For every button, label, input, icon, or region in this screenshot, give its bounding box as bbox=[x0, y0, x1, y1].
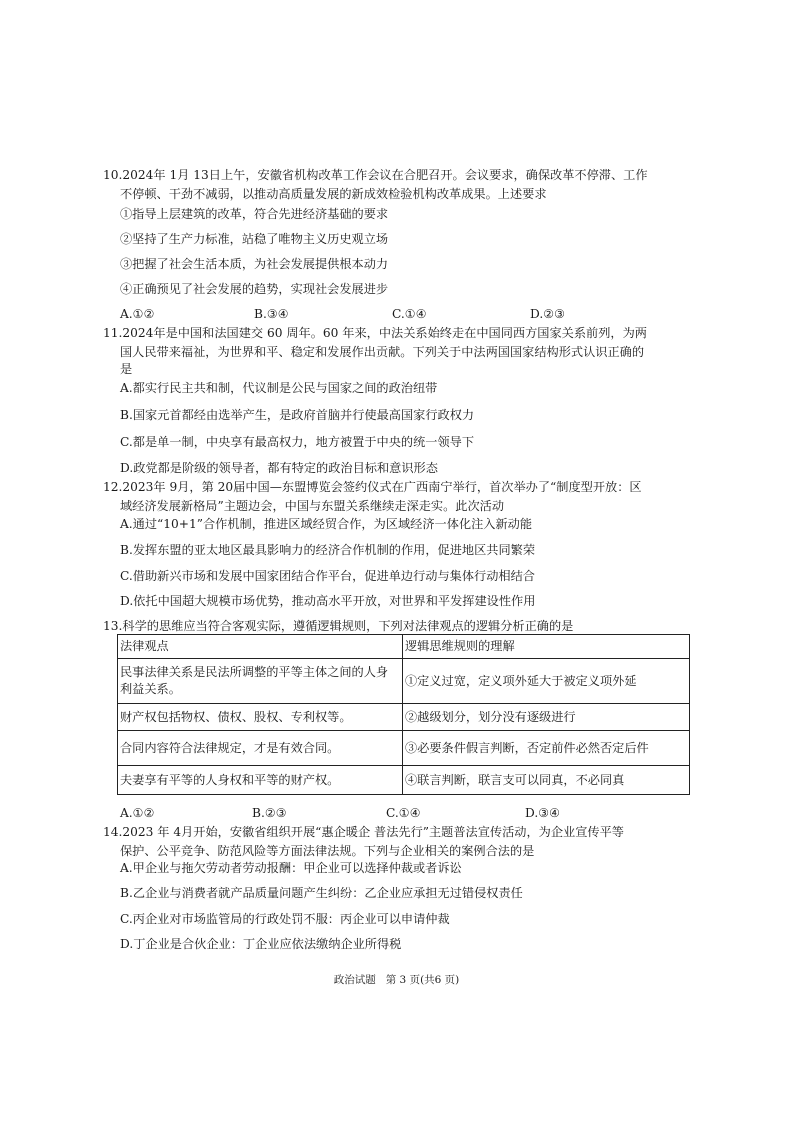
q11-stem-line-3: 是 bbox=[120, 362, 133, 376]
q10-item-1: ①指导上层建筑的改革，符合先进经济基础的要求 bbox=[120, 207, 389, 221]
table-cell: ②越级划分，划分没有逐级进行 bbox=[403, 704, 690, 731]
q10-item-4: ④正确预见了社会发展的趋势，实现社会发展进步 bbox=[120, 282, 389, 296]
table-cell: 合同内容符合法律规定，才是有效合同。 bbox=[118, 731, 403, 766]
logic-analysis-table bbox=[117, 634, 690, 795]
q11-option-c: C.都是单一制，中央享有最高权力，地方被置于中央的统一领导下 bbox=[120, 435, 475, 449]
q13-option-c: C.①④ bbox=[386, 806, 421, 820]
table-cell: 民事法律关系是民法所调整的平等主体之间的人身利益关系。 bbox=[118, 659, 403, 704]
q10-stem-line-2: 不停顿、干劲不减弱，以推动高质量发展的新成效检验机构改革成果。上述要求 bbox=[120, 187, 547, 201]
q13-option-a: A.①② bbox=[120, 806, 155, 820]
table-cell: ③必要条件假言判断，否定前件必然否定后件 bbox=[403, 731, 690, 766]
q10-stem-line-1: 10.2024年 1月 13日上午，安徽省机构改革工作会议在合肥召开。会议要求，确保改革不停滞、工作 bbox=[103, 168, 648, 182]
table-row bbox=[118, 659, 690, 704]
table-row bbox=[118, 731, 690, 766]
q13-option-b: B.②③ bbox=[252, 806, 287, 820]
q14-option-a: A.甲企业与拖欠劳动者劳动报酬：甲企业可以选择仲裁或者诉讼 bbox=[120, 861, 462, 875]
q11-stem-line-1: 11.2024年是中国和法国建交 60 周年。60 年来，中法关系始终走在中国同西方国家关系前列，为两 bbox=[103, 326, 647, 340]
table-header-cell: 逻辑思维规则的理解 bbox=[403, 635, 690, 659]
q10-option-d: D.②③ bbox=[530, 307, 566, 321]
q10-option-b: B.③④ bbox=[254, 307, 289, 321]
q10-item-2: ②坚持了生产力标准，站稳了唯物主义历史观立场 bbox=[120, 232, 389, 246]
q11-option-b: B.国家元首都经由选举产生，是政府首脑并行使最高国家行政权力 bbox=[120, 408, 475, 422]
q11-stem-line-2: 国人民带来福祉，为世界和平、稳定和发展作出贡献。下列关于中法两国国家结构形式认识正确的 bbox=[120, 345, 645, 359]
q12-option-c: C.借助新兴市场和发展中国家团结合作平台，促进单边行动与集体行动相结合 bbox=[120, 569, 535, 583]
q12-option-b: B.发挥东盟的亚太地区最具影响力的经济合作机制的作用，促进地区共同繁荣 bbox=[120, 543, 536, 557]
table-header-cell: 法律观点 bbox=[118, 635, 403, 659]
q13-stem: 13.科学的思维应当符合客观实际，遵循逻辑规则，下列对法律观点的逻辑分析正确的是 bbox=[103, 619, 574, 633]
q10-item-3: ③把握了社会生活本质，为社会发展提供根本动力 bbox=[120, 257, 389, 271]
q11-option-a: A.都实行民主共和制，代议制是公民与国家之间的政治纽带 bbox=[120, 381, 438, 395]
q14-stem-line-2: 保护、公平竞争、防范风险等方面法律法规。下列与企业相关的案例合法的是 bbox=[120, 844, 535, 858]
q10-option-c: C.①④ bbox=[392, 307, 427, 321]
q12-option-d: D.依托中国超大规模市场优势，推动高水平开放，对世界和平发挥建设性作用 bbox=[120, 594, 536, 608]
table-row bbox=[118, 766, 690, 795]
q12-option-a: A.通过“10+1”合作机制，推进区域经贸合作，为区域经济一体化注入新动能 bbox=[120, 517, 533, 531]
table-row bbox=[118, 704, 690, 731]
table-cell: ①定义过宽，定义项外延大于被定义项外延 bbox=[403, 659, 690, 704]
table-cell: ④联言判断，联言支可以同真，不必同真 bbox=[403, 766, 690, 795]
table-cell: 财产权包括物权、债权、股权、专利权等。 bbox=[118, 704, 403, 731]
q14-option-c: C.丙企业对市场监管局的行政处罚不服：丙企业可以申请仲裁 bbox=[120, 912, 450, 926]
page-footer: 政治试题 第 3 页(共6 页) bbox=[333, 974, 460, 986]
q11-option-d: D.政党都是阶级的领导者，都有特定的政治目标和意识形态 bbox=[120, 461, 438, 475]
table-cell: 夫妻享有平等的人身权和平等的财产权。 bbox=[118, 766, 403, 795]
q12-stem-line-2: 域经济发展新格局”主题边会，中国与东盟关系继续走深走实。此次活动 bbox=[120, 499, 505, 513]
q10-option-a: A.①② bbox=[120, 307, 155, 321]
q14-option-b: B.乙企业与消费者就产品质量问题产生纠纷：乙企业应承担无过错侵权责任 bbox=[120, 886, 523, 900]
q14-option-d: D.丁企业是合伙企业：丁企业应依法缴纳企业所得税 bbox=[120, 937, 402, 951]
q13-option-d: D.③④ bbox=[525, 806, 561, 820]
q14-stem-line-1: 14.2023 年 4月开始，安徽省组织开展“惠企暖企 普法先行”主题普法宣传活动，为企业宣传平等 bbox=[103, 825, 624, 839]
table-header-row bbox=[118, 635, 690, 659]
q12-stem-line-1: 12.2023年 9月，第 20届中国—东盟博览会签约仪式在广西南宁举行，首次举办了“制度型开放：区 bbox=[103, 480, 642, 494]
